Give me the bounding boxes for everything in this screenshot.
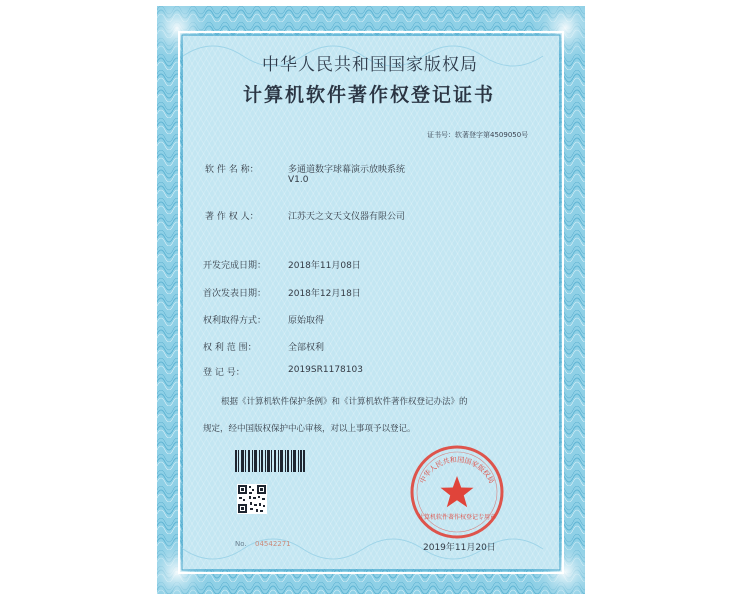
certificate-number: 证书号：软著登字第4509050号: [427, 131, 529, 139]
field-label-registration-number: 登 记 号：: [203, 368, 245, 378]
seal-text-top: 中华人民共和国国家版权局: [418, 455, 496, 485]
seal-star-icon: [441, 476, 474, 507]
field-value-completion-date: 2018年11月08日: [288, 261, 361, 271]
issue-date: 2019年11月20日: [423, 543, 496, 553]
field-label-rights-scope: 权 利 范 围：: [203, 343, 257, 353]
field-value-version: V1.0: [288, 175, 309, 185]
official-seal: [407, 442, 507, 542]
field-value-copyright-owner: 江苏天之文天文仪器有限公司: [288, 212, 406, 222]
field-value-registration-number: 2019SR1178103: [288, 365, 363, 375]
legal-text-line-1: 根据《计算机软件保护条例》和《计算机软件著作权登记办法》的: [221, 397, 468, 407]
field-value-software-name: 多通道数字球幕演示放映系统: [288, 165, 406, 175]
legal-text-line-2: 规定，经中国版权保护中心审核，对以上事项予以登记。: [203, 424, 416, 434]
field-value-acquisition-method: 原始取得: [288, 316, 325, 326]
serial-number: 04542271: [255, 540, 291, 548]
field-label-acquisition-method: 权利取得方式：: [203, 316, 267, 326]
field-label-publication-date: 首次发表日期：: [203, 289, 267, 299]
qr-code: [237, 484, 267, 514]
serial-label: No.: [235, 540, 247, 548]
issuer-title: 中华人民共和国国家版权局: [262, 55, 478, 75]
certificate: [157, 6, 585, 594]
field-label-copyright-owner: 著 作 权 人：: [205, 212, 259, 222]
field-label-completion-date: 开发完成日期：: [203, 261, 267, 271]
barcode: [235, 450, 305, 472]
field-value-rights-scope: 全部权利: [288, 343, 325, 353]
seal-text-bottom: 计算机软件著作权登记专用章: [417, 514, 497, 521]
field-value-publication-date: 2018年12月18日: [288, 289, 361, 299]
field-label-software-name: 软 件 名 称：: [205, 165, 259, 175]
certificate-title: 计算机软件著作权登记证书: [243, 84, 496, 106]
